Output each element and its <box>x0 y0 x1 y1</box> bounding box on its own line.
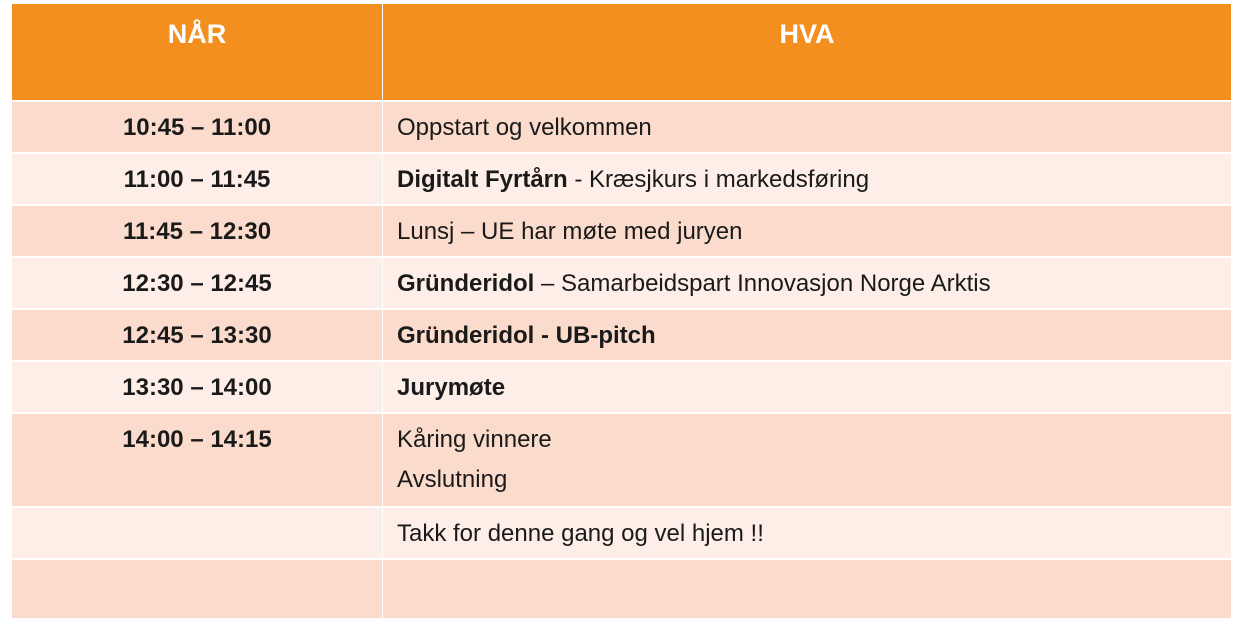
activity-line: Avslutning <box>397 466 508 493</box>
row-time: 10:45 – 11:00 <box>12 102 382 152</box>
header-what: HVA <box>383 4 1231 100</box>
activity-text: - Kræsjkurs i markedsføring <box>567 166 870 193</box>
row-activity <box>383 362 1231 412</box>
row-time: 12:45 – 13:30 <box>12 310 382 360</box>
row-activity <box>383 560 1231 618</box>
row-activity <box>383 310 1231 360</box>
activity-bold: Gründeridol - UB-pitch <box>397 322 656 349</box>
row-time <box>12 508 382 558</box>
row-activity <box>383 508 1231 558</box>
activity-line: Kåring vinnere <box>397 426 552 453</box>
row-time <box>12 560 382 618</box>
activity-text: Lunsj – UE har møte med juryen <box>397 218 743 245</box>
row-time: 14:00 – 14:15 <box>12 414 382 506</box>
row-time: 13:30 – 14:00 <box>12 362 382 412</box>
row-activity <box>383 258 1231 308</box>
row-time: 11:00 – 11:45 <box>12 154 382 204</box>
row-time: 11:45 – 12:30 <box>12 206 382 256</box>
row-activity <box>383 154 1231 204</box>
activity-bold: Gründeridol <box>397 270 535 297</box>
activity-text: Oppstart og velkommen <box>397 114 652 141</box>
activity-text: – Samarbeidspart Innovasjon Norge Arktis <box>534 270 991 297</box>
row-time: 12:30 – 12:45 <box>12 258 382 308</box>
row-activity <box>383 414 1231 506</box>
row-activity <box>383 102 1231 152</box>
schedule-table <box>12 4 1231 618</box>
row-activity <box>383 206 1231 256</box>
header-when: NÅR <box>12 4 382 100</box>
activity-bold: Jurymøte <box>397 374 506 401</box>
activity-bold: Digitalt Fyrtårn <box>397 166 568 193</box>
activity-text: Takk for denne gang og vel hjem !! <box>397 520 764 547</box>
